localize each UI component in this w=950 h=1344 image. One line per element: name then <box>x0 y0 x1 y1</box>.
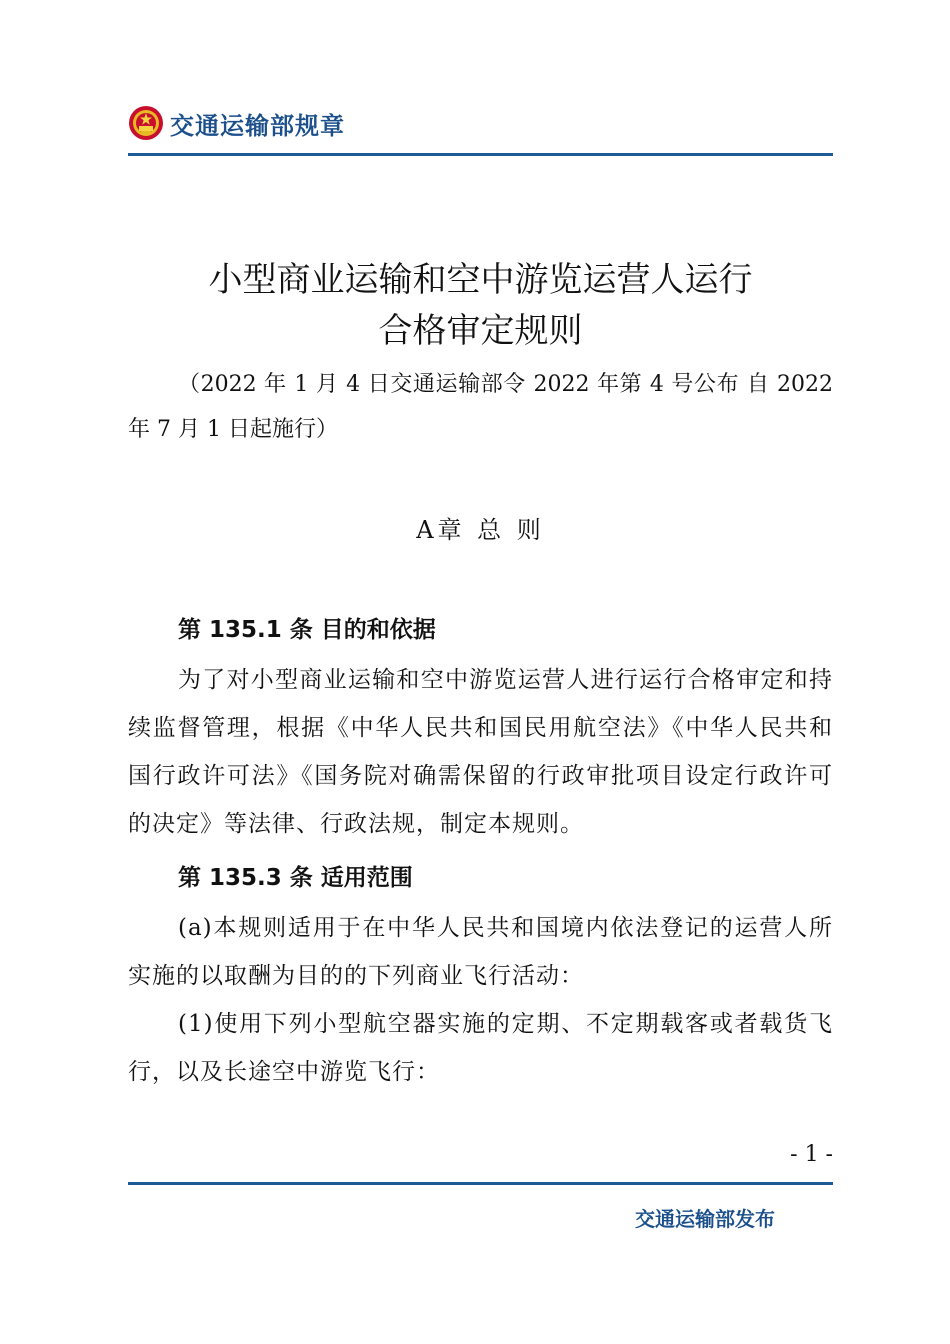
document-title-line-1: 小型商业运输和空中游览运营人运行 <box>208 260 753 300</box>
header-divider <box>128 153 833 156</box>
page-header <box>128 98 345 148</box>
header-brand-title: 交通运输部规章 <box>170 111 345 140</box>
article-paragraph: (a)本规则适用于在中华人民共和国境内依法登记的运营人所实施的以取酬为目的的下列商业飞行活动： <box>128 915 833 989</box>
national-emblem-icon <box>128 105 164 141</box>
footer-publisher: 交通运输部发布 <box>635 1207 775 1231</box>
footer-divider <box>128 1182 833 1185</box>
article-heading: 第 135.3 条 适用范围 <box>178 865 413 891</box>
article-paragraph: 为了对小型商业运输和空中游览运营人进行运行合格审定和持续监督管理，根据《中华人民共和国民用航空法》《中华人民共和国行政许可法》《国务院对确需保留的行政审批项目设定行政许可的决定》等法律、行政法规，制定本规则。 <box>128 667 833 837</box>
promulgation-note: （2022 年 1 月 4 日交通运输部令 2022 年第 4 号公布 自 2022 年 7 月 1 日起施行） <box>128 372 833 442</box>
chapter-heading: A章 总 则 <box>416 516 545 544</box>
document-title-line-2: 合格审定规则 <box>378 311 583 351</box>
page-number: - 1 - <box>790 1142 833 1167</box>
article-heading: 第 135.1 条 目的和依据 <box>178 617 436 643</box>
article-paragraph: (1)使用下列小型航空器实施的定期、不定期载客或者载货飞行，以及长途空中游览飞行： <box>128 1011 833 1085</box>
